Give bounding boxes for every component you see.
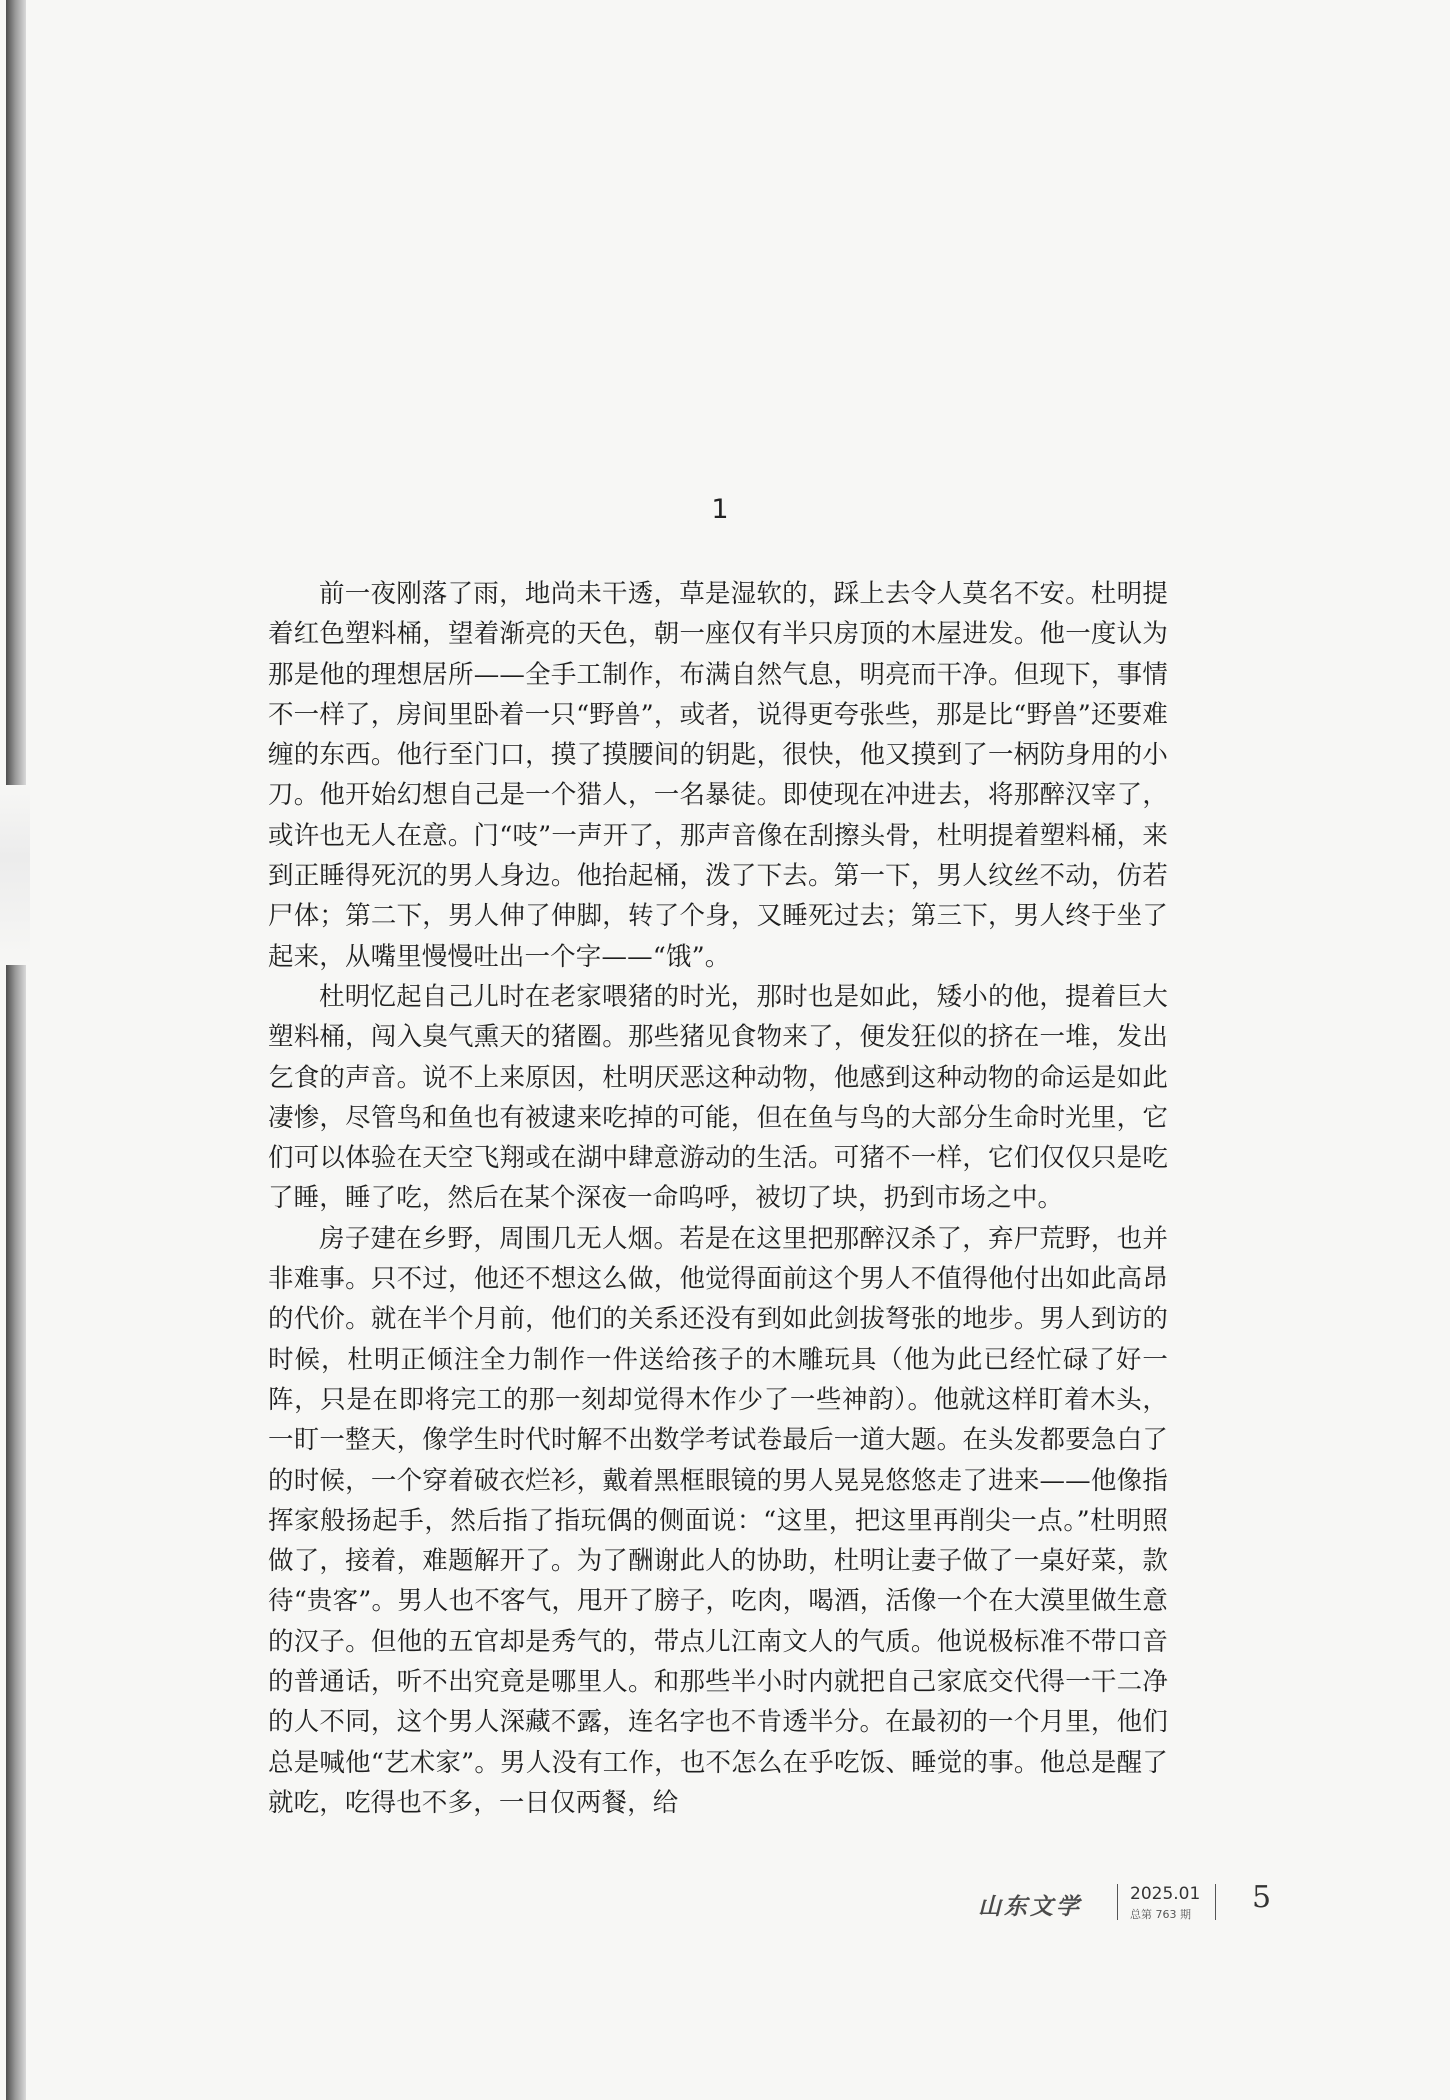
section-number: 1 [711, 494, 729, 525]
paragraph: 房子建在乡野，周围几无人烟。若是在这里把那醉汉杀了，弃尸荒野，也并非难事。只不过，他还不想这么做，他觉得面前这个男人不值得他付出如此高昂的代价。就在半个月前，他们的关系还没有到如此剑拔弩张的地步。男人到访的时候，杜明正倾注全力制作一件送给孩子的木雕玩具（他为此已经忙碌了好一阵，只是在即将完工的那一刻却觉得木作少了一些神韵）。他就这样盯着木头，一盯一整天，像学生时代时解不出数学考试卷最后一道大题。在头发都要急白了的时候，一个穿着破衣烂衫，戴着黑框眼镜的男人晃晃悠悠走了进来——他像指挥家般扬起手，然后指了指玩偶的侧面说：“这里，把这里再削尖一点。”杜明照做了，接着，难题解开了。为了酬谢此人的协助，杜明让妻子做了一桌好菜，款待“贵客”。男人也不客气，甩开了膀子，吃肉，喝酒，活像一个在大漠里做生意的汉子。但他的五官却是秀气的，带点儿江南文人的气质。他说极标准不带口音的普通话，听不出究竟是哪里人。和那些半小时内就把自己家底交代得一干二净的人不同，这个男人深藏不露，连名字也不肯透半分。在最初的一个月里，他们总是喊他“艺术家”。男人没有工作，也不怎么在乎吃饭、睡觉的事。他总是醒了就吃，吃得也不多，一日仅两餐，给 [268, 1223, 1168, 1818]
issue-count: 总第 763 期 [1130, 1908, 1191, 1921]
paragraph: 杜明忆起自己儿时在老家喂猪的时光，那时也是如此，矮小的他，提着巨大塑料桶，闯入臭气熏天的猪圈。那些猪见食物来了，便发狂似的挤在一堆，发出乞食的声音。说不上来原因，杜明厌恶这种动物，他感到这种动物的命运是如此凄惨，尽管鸟和鱼也有被逮来吃掉的可能，但在鱼与鸟的大部分生命时光里，它们可以体验在天空飞翔或在湖中肆意游动的生活。可猪不一样，它们仅仅只是吃了睡，睡了吃，然后在某个深夜一命呜呼，被切了块，扔到市场之中。 [268, 981, 1168, 1214]
book-spine-edge [6, 0, 26, 2100]
footer-divider [1215, 1884, 1216, 1920]
paragraph: 前一夜刚落了雨，地尚未干透，草是湿软的，踩上去令人莫名不安。杜明提着红色塑料桶，望着渐亮的天色，朝一座仅有半只房顶的木屋进发。他一度认为那是他的理想居所——全手工制作，布满自然气息，明亮而干净。但现下，事情不一样了，房间里卧着一只“野兽”，或者，说得更夸张些，那是比“野兽”还要难缠的东西。他行至门口，摸了摸腰间的钥匙，很快，他又摸到了一柄防身用的小刀。他开始幻想自己是一个猎人，一名暴徒。即使现在冲进去，将那醉汉宰了，或许也无人在意。门“吱”一声开了，那声音像在刮擦头骨，杜明提着塑料桶，来到正睡得死沉的男人身边。他抬起桶，泼了下去。第一下，男人纹丝不动，仿若尸体；第二下，男人伸了伸脚，转了个身，又睡死过去；第三下，男人终于坐了起来，从嘴里慢慢吐出一个字——“饿”。 [268, 579, 1168, 972]
journal-logo: 山东文学 [978, 1893, 1082, 1920]
issue-date: 2025.01 [1130, 1884, 1201, 1904]
article-body [268, 574, 1168, 1823]
footer-divider [1117, 1884, 1118, 1920]
page-number: 5 [1252, 1880, 1272, 1915]
spine-highlight [0, 785, 30, 965]
